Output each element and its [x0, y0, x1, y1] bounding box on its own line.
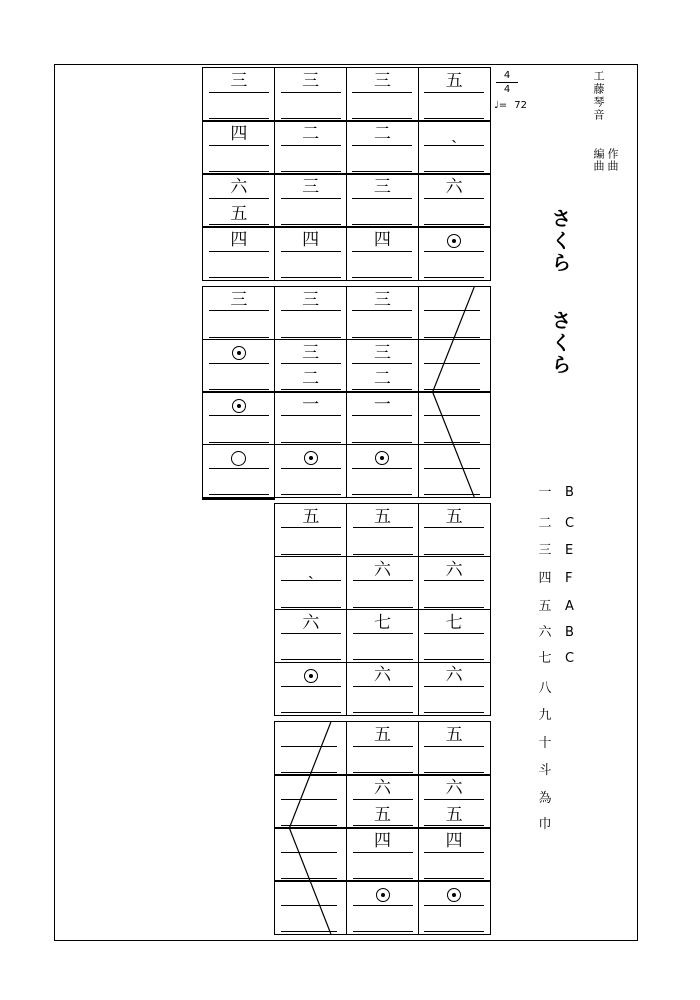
note-underline: [353, 554, 413, 555]
note-symbol: 六: [445, 665, 463, 686]
note-symbol: 三: [230, 71, 248, 91]
note-symbol: 五: [445, 507, 463, 527]
legend-pitch: C: [565, 651, 575, 666]
score-block-3: [274, 503, 491, 716]
arranger-label: 編曲: [592, 148, 605, 172]
note-symbol: 四: [302, 230, 320, 250]
time-sig-top: 4: [503, 70, 511, 81]
legend-string-name: 四: [538, 571, 552, 586]
note-underline: [424, 712, 484, 713]
note-symbol: 六: [374, 778, 391, 798]
legend-row: [537, 570, 572, 588]
note-underline: [424, 607, 484, 608]
legend-row: [537, 816, 553, 834]
note-symbol: 三: [302, 342, 320, 363]
note-symbol: 三: [373, 177, 391, 197]
legend-row: [537, 680, 553, 698]
note-symbol: 四: [230, 124, 248, 144]
note-symbol: 四: [373, 230, 391, 250]
note-symbol: 二: [302, 124, 320, 144]
rest-icon: ˎ: [451, 123, 458, 144]
legend-row: [537, 790, 553, 808]
tempo-marking: [494, 100, 527, 111]
note-underline: [209, 277, 269, 278]
legend-row: [537, 542, 573, 560]
note-underline: [353, 712, 413, 713]
note-symbol: 五: [445, 725, 463, 745]
legend-string-name: 三: [538, 543, 552, 558]
legend-row: [537, 598, 574, 616]
tempo-note: ♩=: [494, 100, 508, 111]
note-underline: [424, 224, 484, 225]
legend-string-name: 六: [538, 625, 552, 640]
note-symbol: 三: [302, 177, 320, 197]
note-underline: [209, 171, 269, 172]
note-symbol: 二: [373, 368, 391, 389]
note-symbol: 六: [445, 177, 463, 197]
note-symbol: 四: [445, 831, 463, 851]
score-block-4: [274, 721, 491, 935]
note-underline: [424, 659, 484, 660]
note-underline: [352, 277, 412, 278]
legend-pitch: C: [565, 516, 575, 531]
note-symbol: 五: [230, 203, 248, 224]
composer-label: 作曲: [606, 148, 619, 172]
fermata-slash: [203, 287, 490, 497]
fermata-slash: [275, 722, 490, 934]
note-underline: [281, 224, 341, 225]
note-symbol: 五: [374, 804, 391, 825]
note-symbol: 六: [374, 665, 391, 686]
legend-row: [537, 624, 574, 642]
note-symbol: 六: [230, 177, 248, 197]
note-symbol: 五: [445, 71, 463, 91]
note-underline: [352, 224, 412, 225]
slash-line: [289, 722, 331, 934]
note-underline: [353, 659, 413, 660]
note-symbol: 五: [302, 507, 320, 527]
legend-row: [537, 484, 574, 502]
note-symbol: 三: [230, 290, 248, 310]
note-symbol: 六: [445, 778, 463, 798]
legend-string-name: 斗: [538, 763, 552, 778]
rest-icon: ˎ: [307, 558, 314, 580]
legend-row: [537, 762, 553, 780]
song-title-1: さくら: [548, 208, 572, 274]
note-symbol: 七: [374, 612, 391, 633]
arranger-name: 工藤琴音: [592, 70, 605, 122]
note-symbol: 三: [373, 342, 391, 363]
legend-row: [537, 515, 574, 533]
note-underline: [281, 607, 341, 608]
time-signature: [496, 70, 518, 95]
song-title-2: さくら: [548, 310, 572, 376]
note-symbol: 三: [302, 71, 320, 91]
legend-pitch: B: [565, 485, 574, 500]
legend-string-name: 五: [538, 599, 552, 614]
note-underline: [281, 118, 341, 119]
note-underline: [424, 554, 484, 555]
note-symbol: 三: [373, 71, 391, 91]
note-symbol: 五: [374, 507, 391, 527]
note-underline: [281, 659, 341, 660]
note-symbol: 三: [373, 290, 391, 310]
score-block-2: [202, 286, 491, 498]
note-underline: [281, 171, 341, 172]
note-symbol: 六: [374, 559, 391, 580]
note-underline: [352, 171, 412, 172]
note-underline: [209, 118, 269, 119]
legend-row: [537, 707, 553, 725]
legend-pitch: E: [565, 543, 574, 558]
note-symbol: 一: [302, 395, 320, 415]
legend-string-name: 為: [538, 791, 552, 806]
note-symbol: 四: [374, 831, 391, 851]
dot-circle-icon: [275, 662, 347, 688]
block-edge: [202, 498, 275, 500]
legend-string-name: 巾: [538, 817, 552, 832]
note-underline: [352, 118, 412, 119]
note-symbol: 三: [302, 290, 320, 310]
note-underline: [353, 607, 413, 608]
score-block-1: [202, 67, 491, 281]
note-underline: [281, 277, 341, 278]
note-symbol: 六: [302, 612, 320, 633]
note-underline: [424, 118, 484, 119]
note-underline: [424, 171, 484, 172]
legend-string-name: 七: [538, 651, 552, 666]
note-symbol: 六: [445, 559, 463, 580]
legend-pitch: B: [565, 625, 574, 640]
note-symbol: 二: [373, 124, 391, 144]
note-underline: [281, 712, 341, 713]
legend-string-name: 九: [538, 708, 552, 723]
legend-string-name: 二: [538, 516, 552, 531]
dot-circle-icon: [418, 227, 490, 254]
time-sig-bottom: 4: [503, 84, 511, 95]
tempo-value: 72: [514, 100, 528, 111]
legend-string-name: 一: [538, 485, 552, 500]
legend-pitch: F: [565, 571, 573, 586]
note-symbol: 二: [302, 368, 320, 389]
note-symbol: 五: [445, 804, 463, 825]
legend-pitch: A: [565, 599, 574, 614]
note-symbol: 四: [230, 230, 248, 250]
slash-line: [433, 287, 475, 497]
note-underline: [281, 554, 341, 555]
note-symbol: 一: [373, 395, 391, 415]
legend-string-name: 八: [538, 681, 552, 696]
legend-string-name: 十: [538, 736, 552, 751]
legend-row: [537, 650, 574, 668]
legend-row: [537, 735, 553, 753]
time-sig-divider: [496, 82, 518, 83]
note-symbol: 五: [374, 725, 391, 745]
note-underline: [424, 277, 484, 278]
note-symbol: 七: [445, 612, 463, 633]
